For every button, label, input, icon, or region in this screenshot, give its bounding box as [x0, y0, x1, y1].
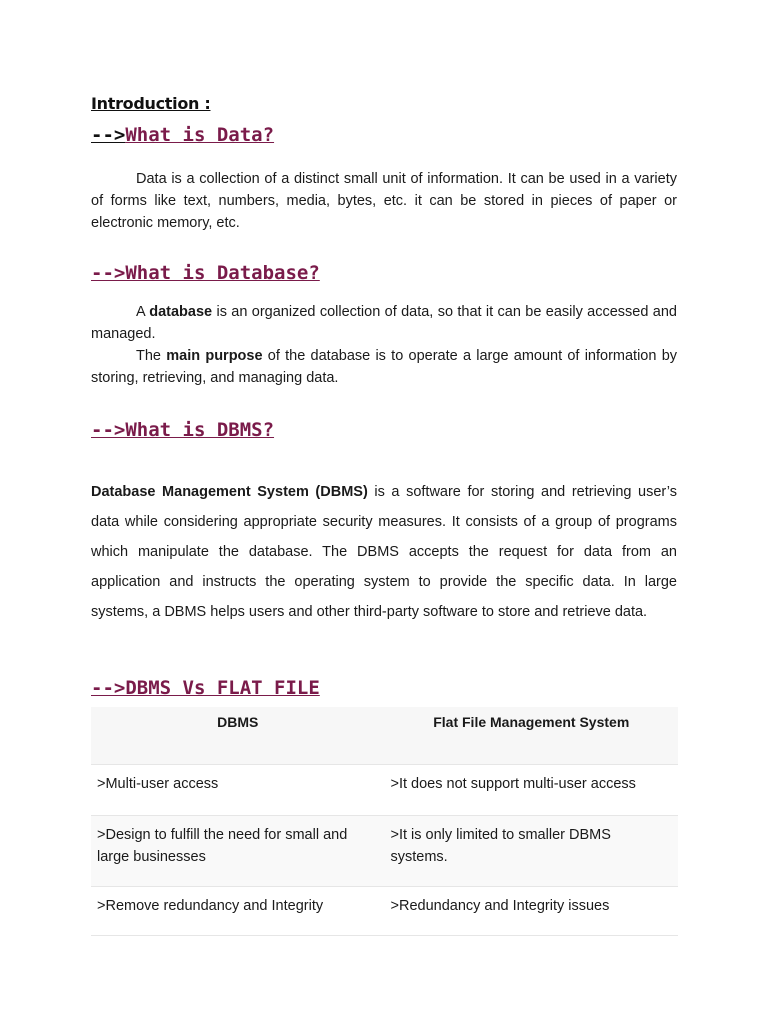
- text-fragment: of the database is to operate a large amount of information by storing, retrieving, and managing data.: [91, 348, 678, 386]
- data-paragraph: Data is a collection of a distinct small unit of information. It can be used in a variety of forms like text, numbers, media, bytes, etc. it can be stored in pieces of paper or electronic memory, etc.: [91, 171, 677, 231]
- table-cell: >Remove redundancy and Integrity: [91, 887, 385, 936]
- table-cell: >It is only limited to smaller DBMS systems.: [385, 816, 679, 887]
- table-row: [91, 765, 678, 816]
- dbms-vs-flat-file-heading: -->DBMS Vs FLAT FILE: [91, 677, 320, 699]
- table-cell: >Multi-user access: [91, 765, 385, 816]
- text-fragment: The: [136, 348, 167, 364]
- comparison-table: [91, 707, 678, 936]
- what-is-database-heading: -->What is Database?: [91, 262, 320, 284]
- heading-arrow: -->: [91, 124, 126, 146]
- table-header-row: [91, 707, 678, 765]
- what-is-dbms-heading: -->What is DBMS?: [91, 419, 275, 441]
- text-fragment: is a software for storing and retrieving user’s data while considering appropriate security measures. It consists of a group of programs which manipulate the database. The DBMS accepts the request for data from an application and instructs the operating system to provide the specific data. In large systems, a DBMS helps users and other third-party software to store and retrieve data.: [91, 484, 677, 620]
- dbms-paragraph: [91, 477, 677, 627]
- column-header-dbms: DBMS: [91, 707, 385, 765]
- column-header-flat-file: Flat File Management System: [385, 707, 679, 765]
- text-fragment: A: [136, 304, 150, 320]
- bold-term-main-purpose: main purpose: [166, 348, 263, 364]
- what-is-data-heading: [91, 124, 274, 146]
- database-paragraph-2: [91, 345, 677, 389]
- bold-term-database: database: [149, 304, 213, 320]
- table-cell: >Design to fulfill the need for small and large businesses: [91, 816, 385, 887]
- table-cell: >Redundancy and Integrity issues: [385, 887, 679, 936]
- bold-term-dbms: Database Management System (DBMS): [91, 484, 368, 500]
- heading-title: What is Data?: [125, 124, 275, 146]
- table-row: [91, 816, 678, 887]
- table-cell: >It does not support multi-user access: [385, 765, 679, 816]
- database-paragraph-1: [91, 301, 677, 345]
- table-row: [91, 887, 678, 936]
- intro-heading: Introduction :: [91, 94, 211, 113]
- text-fragment: is an organized collection of data, so that it can be easily accessed and managed.: [91, 304, 677, 342]
